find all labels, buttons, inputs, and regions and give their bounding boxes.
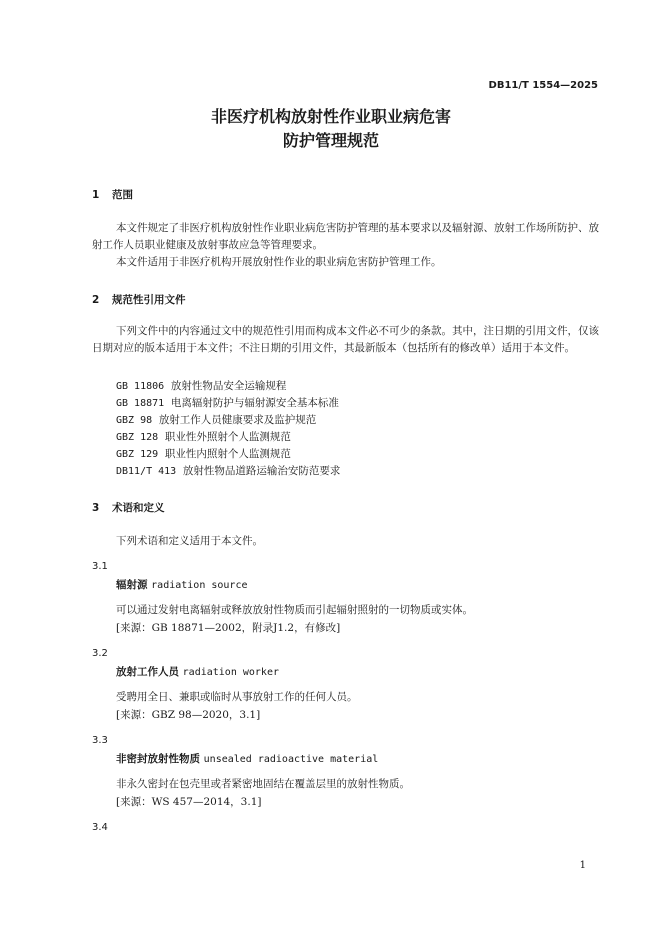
document-title-line2: 防护管理规范 bbox=[282, 131, 379, 150]
term-definition: 可以通过发射电离辐射或释放放射性物质而引起辐射照射的一切物质或实体。 bbox=[116, 604, 473, 616]
section-title: 范围 bbox=[112, 189, 133, 201]
section-title: 规范性引用文件 bbox=[112, 294, 186, 306]
reference-code: GB 18871 bbox=[116, 398, 165, 409]
section-number: 3 bbox=[92, 502, 100, 514]
term-en: radiation source bbox=[151, 580, 248, 591]
term-heading bbox=[116, 577, 247, 592]
term-source: [来源：GB 18871—2002，附录J1.2，有修改] bbox=[116, 622, 341, 634]
reference-item bbox=[116, 395, 339, 410]
term-number: 3.2 bbox=[92, 648, 108, 659]
document-title-line1: 非医疗机构放射性作业职业病危害 bbox=[210, 107, 451, 126]
reference-code: GB 11806 bbox=[116, 381, 165, 392]
term-source: [来源：WS 457—2014，3.1] bbox=[116, 796, 262, 808]
term-zh: 辐射源 bbox=[116, 579, 148, 591]
term-number: 3.4 bbox=[92, 822, 108, 833]
reference-item bbox=[116, 446, 291, 461]
reference-code: GBZ 128 bbox=[116, 432, 159, 443]
reference-item bbox=[116, 463, 340, 478]
term-zh: 非密封放射性物质 bbox=[116, 753, 200, 765]
reference-name: 职业性外照射个人监测规范 bbox=[164, 431, 291, 443]
reference-code: GBZ 129 bbox=[116, 449, 159, 460]
term-source: [来源：GBZ 98—2020，3.1] bbox=[116, 709, 261, 721]
section-3-paragraph: 下列术语和定义适用于本文件。 bbox=[116, 535, 263, 547]
section-1-paragraph-1: 本文件规定了非医疗机构放射性作业职业病危害防护管理的基本要求以及辐射源、放射工作场所防护、放射工作人员职业健康及放射事故应急等管理要求。 bbox=[92, 222, 599, 251]
section-number: 2 bbox=[92, 294, 100, 306]
standard-number: DB11/T 1554—2025 bbox=[488, 80, 598, 91]
reference-name: 放射性物品安全运输规程 bbox=[170, 380, 287, 392]
reference-item bbox=[116, 378, 286, 393]
term-definition: 非永久密封在包壳里或者紧密地固结在覆盖层里的放射性物质。 bbox=[116, 778, 410, 790]
reference-name: 电离辐射防护与辐射源安全基本标准 bbox=[170, 397, 339, 409]
section-2-heading bbox=[92, 292, 186, 307]
reference-name: 职业性内照射个人监测规范 bbox=[164, 448, 291, 460]
section-number: 1 bbox=[92, 189, 100, 201]
term-zh: 放射工作人员 bbox=[116, 666, 179, 678]
section-2-paragraph: 下列文件中的内容通过文中的规范性引用而构成本文件必不可少的条款。其中，注日期的引用文件，仅该日期对应的版本适用于本文件；不注日期的引用文件，其最新版本（包括所有的修改单）适用于本文件。 bbox=[92, 325, 599, 354]
reference-name: 放射工作人员健康要求及监护规范 bbox=[158, 414, 317, 426]
page-number: 1 bbox=[579, 860, 586, 871]
reference-name: 放射性物品道路运输治安防范要求 bbox=[182, 465, 341, 477]
reference-code: GBZ 98 bbox=[116, 415, 153, 426]
term-en: radiation worker bbox=[182, 667, 279, 678]
section-1-heading bbox=[92, 187, 133, 202]
reference-item bbox=[116, 412, 316, 427]
term-heading bbox=[116, 751, 378, 766]
section-3-heading bbox=[92, 500, 165, 515]
term-definition: 受聘用全日、兼职或临时从事放射工作的任何人员。 bbox=[116, 691, 358, 703]
reference-item bbox=[116, 429, 291, 444]
reference-code: DB11/T 413 bbox=[116, 466, 177, 477]
term-en: unsealed radioactive material bbox=[203, 754, 379, 765]
section-title: 术语和定义 bbox=[112, 502, 165, 514]
term-number: 3.3 bbox=[92, 735, 108, 746]
term-heading bbox=[116, 664, 279, 679]
section-1-paragraph-2: 本文件适用于非医疗机构开展放射性作业的职业病危害防护管理工作。 bbox=[116, 256, 442, 268]
term-number: 3.1 bbox=[92, 561, 108, 572]
